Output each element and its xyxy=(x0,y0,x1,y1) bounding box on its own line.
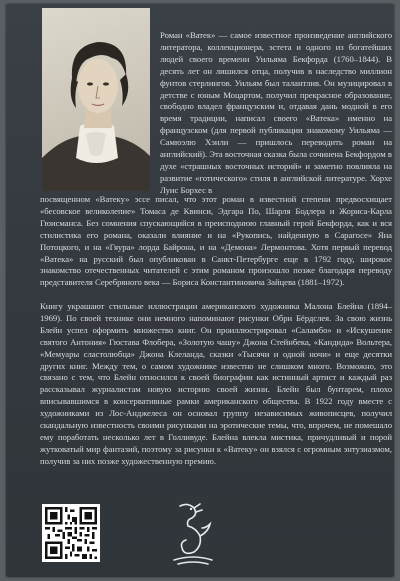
intro-paragraph xyxy=(160,30,392,197)
back-cover xyxy=(6,4,394,577)
intro-text-continued: посвященном «Ватеку» эссе писал, что этот роман в известной степени предвосхищает «бесовское великолепие» Томаса де Квинси, Эдгара По, Шарля Бодлера и Жориса-Карла Гюисманса. Без сомнения спускающийся в преисподнюю главный герой Бекфорда, как и вся стилистика его романа, оказали влияние и на «Рукопись, найденную в Сарагосе» Яна Потоцкого, и на «Гяура» лорда Байрона, и на «Демона» Лермонтова. Хотя первый перевод «Ватека» на русский был опубликован в Санкт-Петербурге еще в 1792 году, широкое знакомство отечественных читателей с этим романом произошло позже благодаря переводу представителя Серебряного века — Бориса Константиновича Зайцева (1881–1972). xyxy=(40,194,392,288)
intro-text: Роман «Ватек» — самое известное произведение английского литератора, коллекционера, эстета и одного из богатейших людей своего времени Уильяма Бекфорда (1760–1844). В десять лет он лишился отца, получив в наследство миллион фунтов стерлингов. Уильям был талантлив. Он музицировал в детстве с юным Моцартом, получил прекрасное образование, свободно владел французским и, отдавая дань модной в его время традиции, написал своего «Ватека» именно на французском (для первой публикации знакомому Уильяма — Самюэлю Хэнли — пришлось переводить роман на английский). Эта восточная сказка была сочинена Бекфордом в духе «страшных восточных историй» и заметно повлияла на развитие «готического» стиля в английской литературе. Хорхе Луис Борхес в xyxy=(160,30,392,195)
illustrator-paragraph xyxy=(40,301,392,468)
illustrator-text: Книгу украшают стильные иллюстрации американского художника Малона Блейна (1894–1969). По своей технике они немного напоминают рисунки Обри Бёрдслея. За свою жизнь Блейн успел оформить множество книг. Он проиллюстрировал «Саламбо» и «Искушение святого Антония» Гюстава Флобера, «Золотую чашу» Джона Стейнбека, «Кандида» Вольтера, «Мемуары сластолюбца» Джона Клеланда, сказки «Тысячи и одной ночи» и еще десятки других книг. Между тем, о самом художнике известно не слишком много. Возможно, это связано с тем, что Блейн относился к своей биографии как истинный артист и каждый раз рассказывал журналистам новую историю своей жизни. Блейн был бунтарем, плохо вписывавшимся в консервативные рамки американского общества. В 1922 году вместе с художниками из Лос-Анджелеса он основал группу независимых живописцев, получил скандальную известность своими рисунками на эротические темы, что, впрочем, не помешало ему поработать несколько лет в Голливуде. Блейна влекла мистика, причудливый и порой жутковатый мир фантазий, поэтому за рисунки к «Ватеку» он взялся с огромным энтузиазмом, получив за них позже художественную премию. xyxy=(40,301,392,466)
intro-paragraph-continued xyxy=(40,194,392,289)
author-portrait xyxy=(42,8,150,191)
qr-code-icon[interactable] xyxy=(42,504,100,562)
publisher-logo-icon xyxy=(166,498,220,570)
